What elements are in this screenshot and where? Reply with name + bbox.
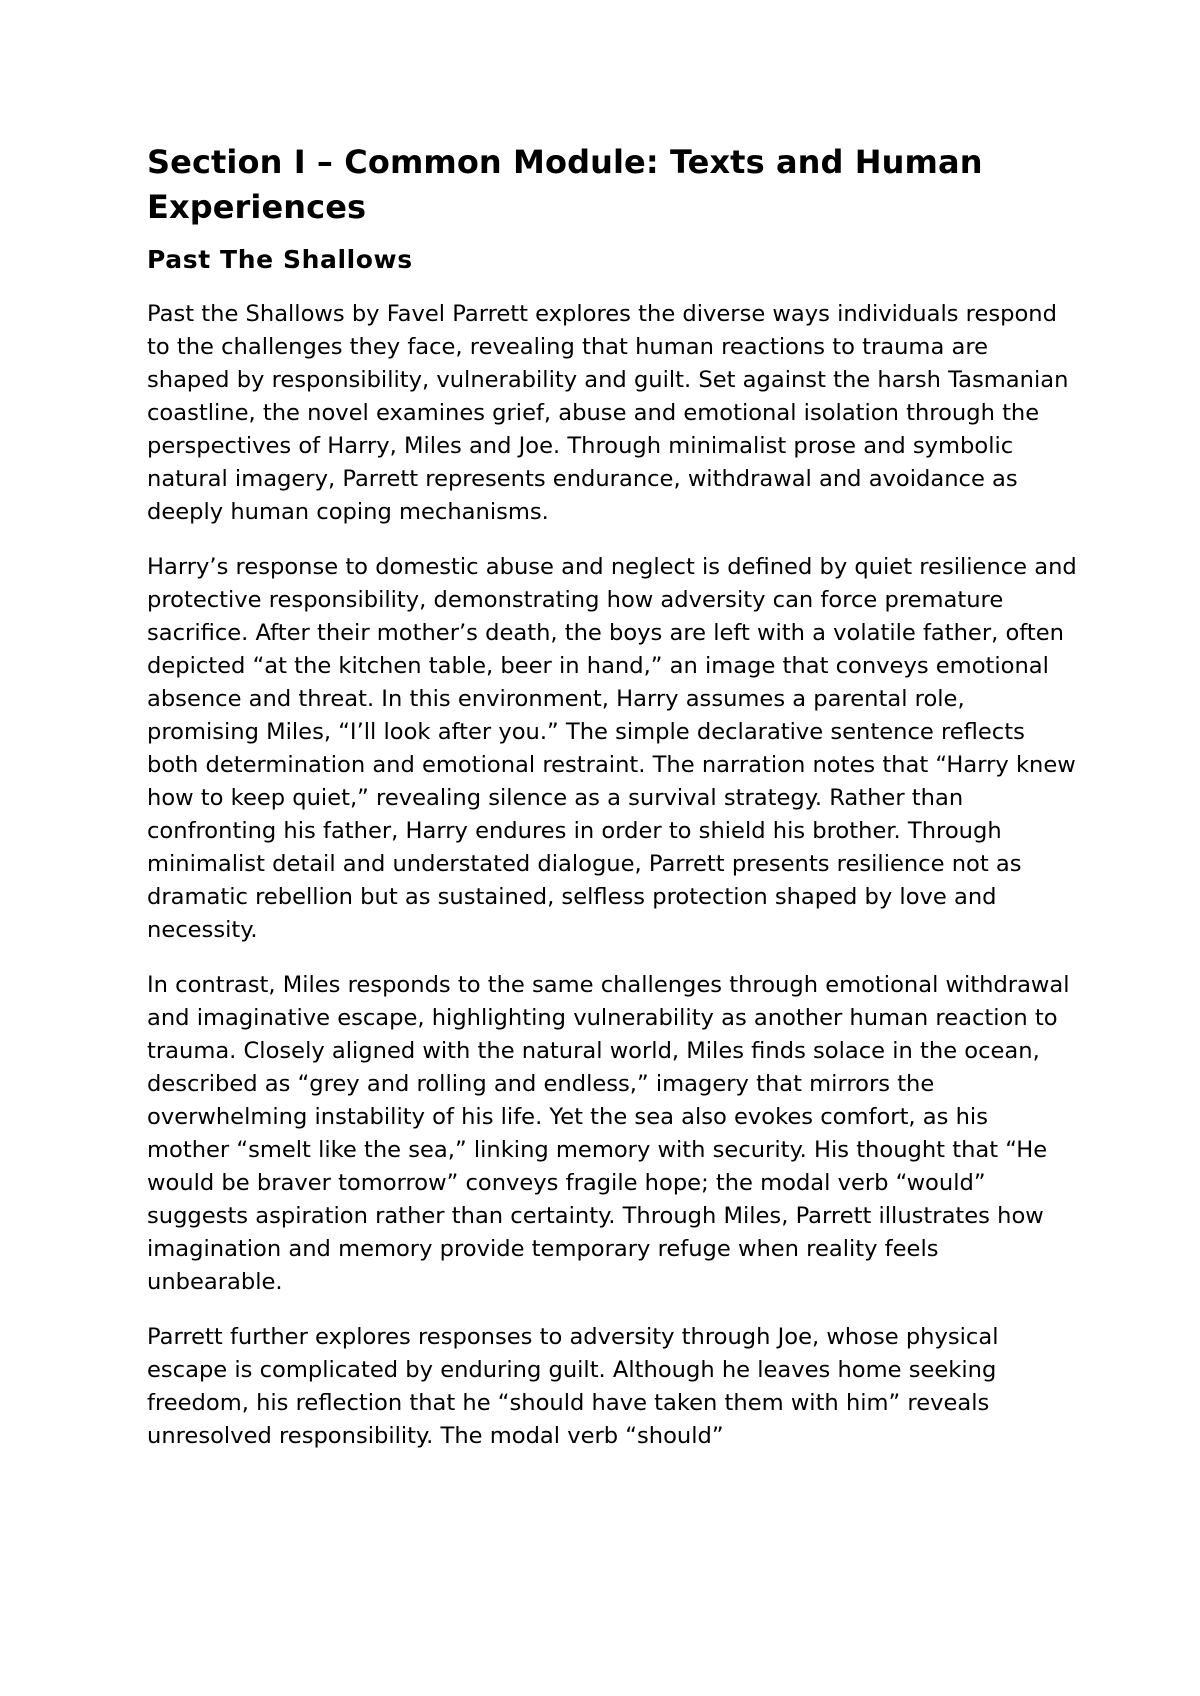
section-title: Section I – Common Module: Texts and Human Experiences xyxy=(147,143,983,226)
document-page xyxy=(147,140,1077,1475)
paragraph-miles: In contrast, Miles responds to the same challenges through emotional withdrawal and imaginative escape, highlighting vulnerability as another human reaction to trauma. Closely aligned with the natural world, Miles finds solace in the ocean, described as “grey and rolling and endless,” imagery that mirrors the overwhelming instability of his life. Yet the sea also evokes comfort, as his mother “smelt like the sea,” linking memory with security. His thought that “He would be braver tomorrow” conveys fragile hope; the modal verb “would” suggests aspiration rather than certainty. Through Miles, Parrett illustrates how imagination and memory provide temporary refuge when reality feels unbearable. xyxy=(147,972,1070,1295)
paragraph-joe: Parrett further explores responses to adversity through Joe, whose physical escape is complicated by enduring guilt. Although he leaves home seeking freedom, his reflection that he “should have taken them with him” reveals unresolved responsibility. The modal verb “should” xyxy=(147,1324,999,1449)
paragraph-introduction: Past the Shallows by Favel Parrett explores the diverse ways individuals respond to the challenges they face, revealing that human reactions to trauma are shaped by responsibility, vulnerability and guilt. Set against the harsh Tasmanian coastline, the novel examines grief, abuse and emotional isolation through the perspectives of Harry, Miles and Joe. Through minimalist prose and symbolic natural imagery, Parrett represents endurance, withdrawal and avoidance as deeply human coping mechanisms. xyxy=(147,301,1069,525)
paragraph-harry: Harry’s response to domestic abuse and neglect is defined by quiet resilience and protective responsibility, demonstrating how adversity can force premature sacrifice. After their mother’s death, the boys are left with a volatile father, often depicted “at the kitchen table, beer in hand,” an image that conveys emotional absence and threat. In this environment, Harry assumes a parental role, promising Miles, “I’ll look after you.” The simple declarative sentence reflects both determination and emotional restraint. The narration notes that “Harry knew how to keep quiet,” revealing silence as a survival strategy. Rather than confronting his father, Harry endures in order to shield his brother. Through minimalist detail and understated dialogue, Parrett presents resilience not as dramatic rebellion but as sustained, selfless protection shaped by love and necessity. xyxy=(147,554,1077,943)
text-subtitle: Past The Shallows xyxy=(147,245,413,274)
